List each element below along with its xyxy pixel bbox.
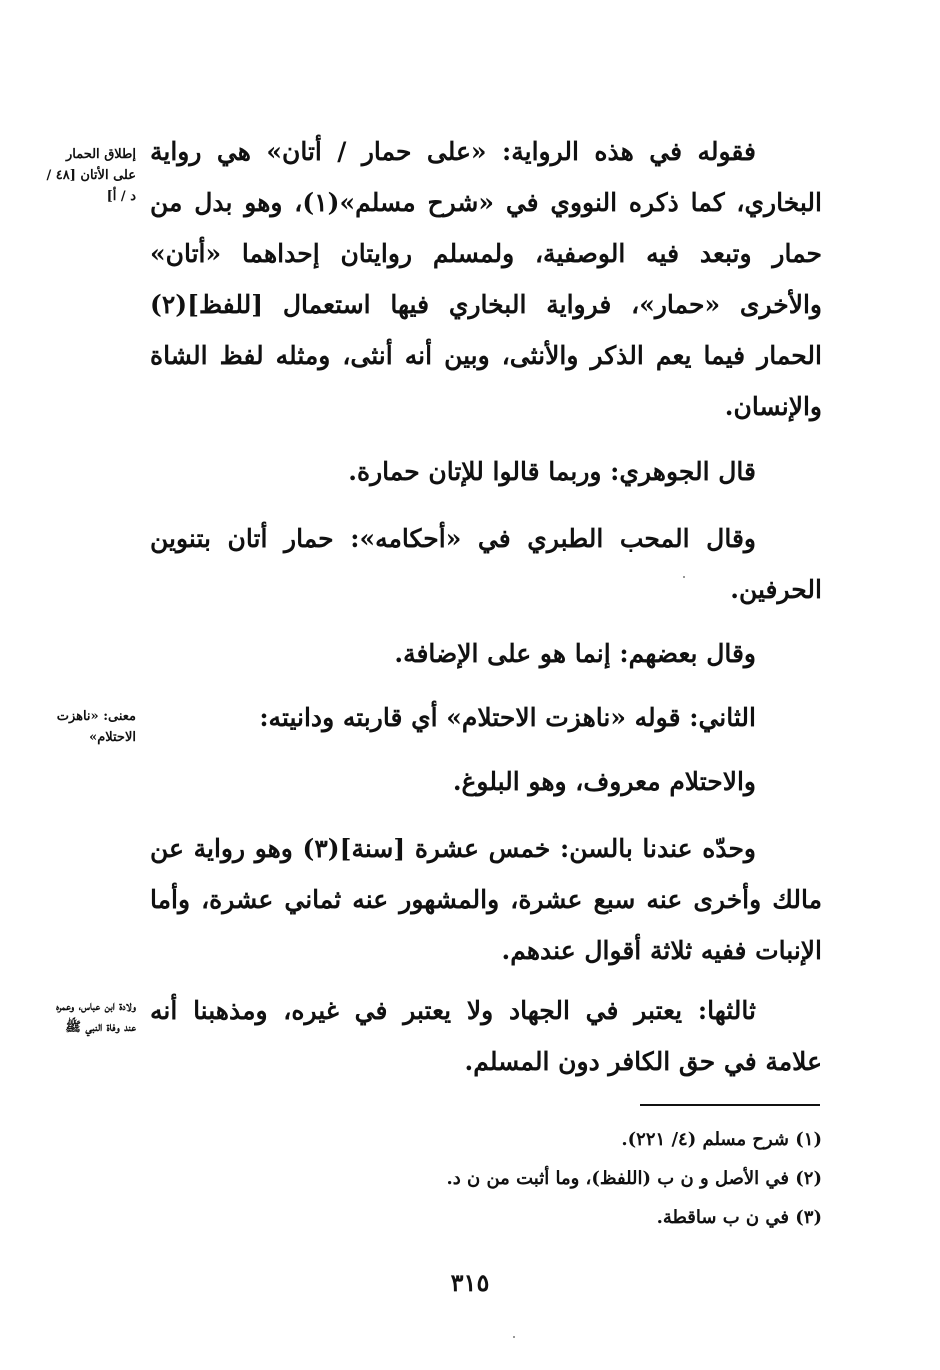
paragraph-text: وقال بعضهم: إنما هو على الإضافة. <box>394 639 756 668</box>
paragraph-2 <box>150 446 822 497</box>
page-number: ٣١٥ <box>450 1268 490 1297</box>
margin-note-2: معنى: «ناهزت الاحتلام» <box>56 709 136 745</box>
paragraph-text: وقال المحب الطبري في «أحكامه»: حمار أتان بتنوين الحرفين. <box>150 524 822 604</box>
scan-speck <box>683 576 685 578</box>
paragraph-6 <box>150 756 822 807</box>
footnote-2: (٢) في الأصل و ن ب (اللفظ)، وما أثبت من ن د. <box>446 1168 822 1189</box>
paragraph-text: الثاني: قوله «ناهزت الاحتلام» أي قاربته ودانيته: <box>259 703 756 732</box>
scan-speck <box>513 1336 515 1338</box>
paragraph-text: ثالثها: يعتبر في الجهاد ولا يعتبر في غيره، ومذهبنا أنه علامة في حق الكافر دون المسلم. <box>150 996 822 1076</box>
paragraph-text: فقوله في هذه الرواية: «على حمار / أتان» هي رواية البخاري، كما ذكره النووي في «شرح مسلم»(١)، وهو بدل من حمار وتبعد فيه الوصفية، ولمسلم روايتان إحداهما «أتان» والأخرى «حمار»، فرواية البخاري فيها استعمال [للفظ](٢) الحمار فيما يعم الذكر والأنثى، وبين أنه أنثى، ومثله لفظ الشاة والإنسان. <box>150 137 822 421</box>
paragraph-text: وحدّه عندنا بالسن: خمس عشرة [سنة](٣) وهو رواية عن مالك وأخرى عنه سبع عشرة، والمشهور عنه ثماني عشرة، وأما الإنبات ففيه ثلاثة أقوال عندهم. <box>150 834 822 965</box>
margin-note-3: ولادة ابن عباس، وعمره عند وفاة النبي ﷺ <box>56 999 136 1035</box>
footnote-1: (١) شرح مسلم (٤/ ٢٢١). <box>621 1129 822 1150</box>
paragraph-5 <box>150 692 822 743</box>
footnote-3: (٣) في ن ب ساقطة. <box>656 1207 822 1228</box>
paragraph-1 <box>150 126 822 432</box>
footnote-separator <box>640 1104 820 1106</box>
paragraph-text: والاحتلام معروف، وهو البلوغ. <box>452 767 756 796</box>
paragraph-7 <box>150 823 822 976</box>
paragraph-8 <box>150 985 822 1087</box>
margin-note-1: إطلاق الحمار على الأتان [٤٨ / د / أ] <box>46 147 136 204</box>
paragraph-3 <box>150 513 822 615</box>
paragraph-text: قال الجوهري: وربما قالوا للإتان حمارة. <box>348 457 756 486</box>
footnotes <box>300 1120 822 1237</box>
paragraph-4 <box>150 628 822 679</box>
